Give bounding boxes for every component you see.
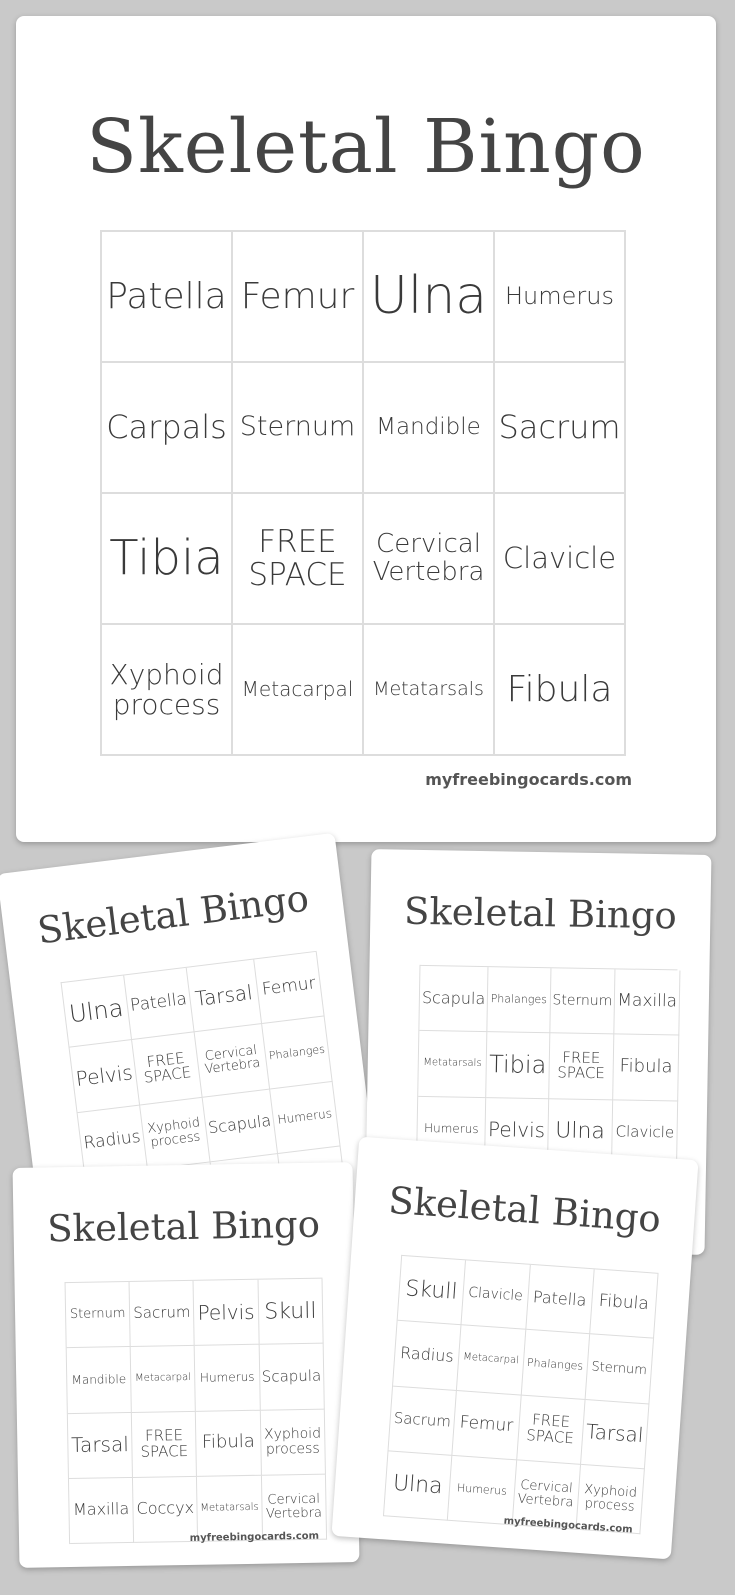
bingo-cell: Femur (233, 232, 364, 363)
bingo-cell: Patella (124, 968, 194, 1040)
bingo-cell: Tibia (487, 1032, 550, 1098)
main-bingo-card[interactable] (16, 16, 716, 842)
bingo-cell: Sternum (585, 1334, 654, 1404)
bingo-cell: Metacarpal (457, 1325, 526, 1395)
bingo-cell: Metacarpal (233, 625, 364, 756)
bingo-cell: Cervical Vertebra (512, 1460, 581, 1530)
bingo-cell: Fibula (590, 1269, 659, 1339)
free-space-cell: FREE SPACE (132, 1033, 202, 1105)
bingo-cell: Clavicle (462, 1260, 531, 1330)
bingo-cell: Femur (453, 1391, 522, 1461)
bingo-cell: Phalanges (521, 1330, 590, 1400)
bingo-cell: Clavicle (495, 494, 626, 625)
free-space-cell: FREE SPACE (517, 1395, 586, 1465)
bingo-cell: Humerus (495, 232, 626, 363)
bingo-cell: Sacrum (130, 1281, 195, 1347)
bingo-grid (383, 1255, 659, 1534)
bingo-grid (65, 1278, 328, 1544)
bingo-cell: Ulna (548, 1099, 614, 1165)
bingo-cell: Fibula (196, 1410, 261, 1476)
card-title: Skeletal Bingo (35, 876, 312, 953)
bingo-cell: Sternum (66, 1282, 131, 1348)
bingo-cell: Skull (398, 1256, 467, 1326)
bingo-cell: Cervical Vertebra (194, 1024, 270, 1097)
bingo-cell: Maxilla (69, 1478, 134, 1544)
card-title: Skeletal Bingo (86, 104, 646, 190)
card-title: Skeletal Bingo (403, 889, 678, 938)
bingo-cell: Xyphoid process (140, 1097, 210, 1169)
bingo-cell: Patella (102, 232, 233, 363)
preview-card-3[interactable] (13, 1162, 360, 1568)
preview-card-4[interactable] (331, 1137, 698, 1560)
bingo-cell: Tibia (102, 494, 233, 625)
card-title: Skeletal Bingo (46, 1202, 321, 1251)
bingo-cell: Scapula (202, 1089, 278, 1162)
bingo-cell: Xyphoid process (576, 1465, 645, 1535)
bingo-cell: Humerus (448, 1456, 517, 1526)
bingo-cell: Sacrum (388, 1386, 457, 1456)
bingo-cell: Ulna (364, 232, 495, 363)
bingo-cell: Coccyx (133, 1477, 198, 1543)
bingo-cell: Metatarsals (418, 1031, 487, 1097)
bingo-cell: Humerus (195, 1345, 260, 1411)
bingo-cell: Pelvis (194, 1280, 259, 1346)
bingo-cell: Cervical Vertebra (262, 1474, 327, 1540)
bingo-cell: Humerus (270, 1081, 340, 1153)
free-space-cell: FREE SPACE (132, 1411, 197, 1477)
brand-text: myfreebingocards.com (425, 770, 632, 789)
bingo-cell: Scapula (259, 1344, 324, 1410)
bingo-cell: Tarsal (186, 959, 262, 1032)
bingo-cell: Tarsal (68, 1412, 133, 1478)
bingo-cell: Metatarsals (364, 625, 495, 756)
bingo-cell: Metatarsals (197, 1475, 262, 1541)
bingo-cell: Sternum (550, 968, 616, 1034)
bingo-cell: Radius (78, 1105, 148, 1177)
bingo-cell: Patella (526, 1265, 595, 1335)
bingo-cell: Xyphoid process (102, 625, 233, 756)
bingo-cell: Fibula (614, 1035, 680, 1101)
bingo-cell: Mandible (67, 1347, 132, 1413)
bingo-cell: Ulna (62, 975, 132, 1047)
bingo-cell: Maxilla (615, 969, 681, 1035)
bingo-cell: Pelvis (70, 1040, 140, 1112)
brand-text: myfreebingocards.com (189, 1530, 320, 1544)
bingo-cell: Ulna (384, 1451, 453, 1521)
bingo-cell: Scapula (419, 966, 488, 1032)
bingo-cell: Metacarpal (131, 1346, 196, 1412)
brand-text: myfreebingocards.com (503, 1515, 633, 1536)
bingo-cell: Fibula (495, 625, 626, 756)
bingo-cell: Sacrum (495, 363, 626, 494)
bingo-cell: Mandible (364, 363, 495, 494)
bingo-cell: Skull (258, 1279, 323, 1345)
bingo-cell: Phalanges (488, 967, 551, 1033)
bingo-cell: Sternum (233, 363, 364, 494)
bingo-cell: Tarsal (581, 1400, 650, 1470)
bingo-cell: Pelvis (485, 1098, 548, 1164)
free-space-cell: FREE SPACE (233, 494, 364, 625)
bingo-cell: Carpals (102, 363, 233, 494)
bingo-cell: Cervical Vertebra (364, 494, 495, 625)
bingo-cell: Humerus (417, 1096, 486, 1162)
card-title: Skeletal Bingo (387, 1178, 663, 1241)
bingo-cell: Radius (393, 1321, 462, 1391)
bingo-cell: Femur (254, 952, 324, 1024)
free-space-cell: FREE SPACE (549, 1033, 615, 1099)
bingo-cell: Phalanges (262, 1017, 332, 1089)
bingo-grid (100, 230, 626, 756)
bingo-cell: Clavicle (612, 1100, 678, 1166)
bingo-cell: Xyphoid process (260, 1409, 325, 1475)
